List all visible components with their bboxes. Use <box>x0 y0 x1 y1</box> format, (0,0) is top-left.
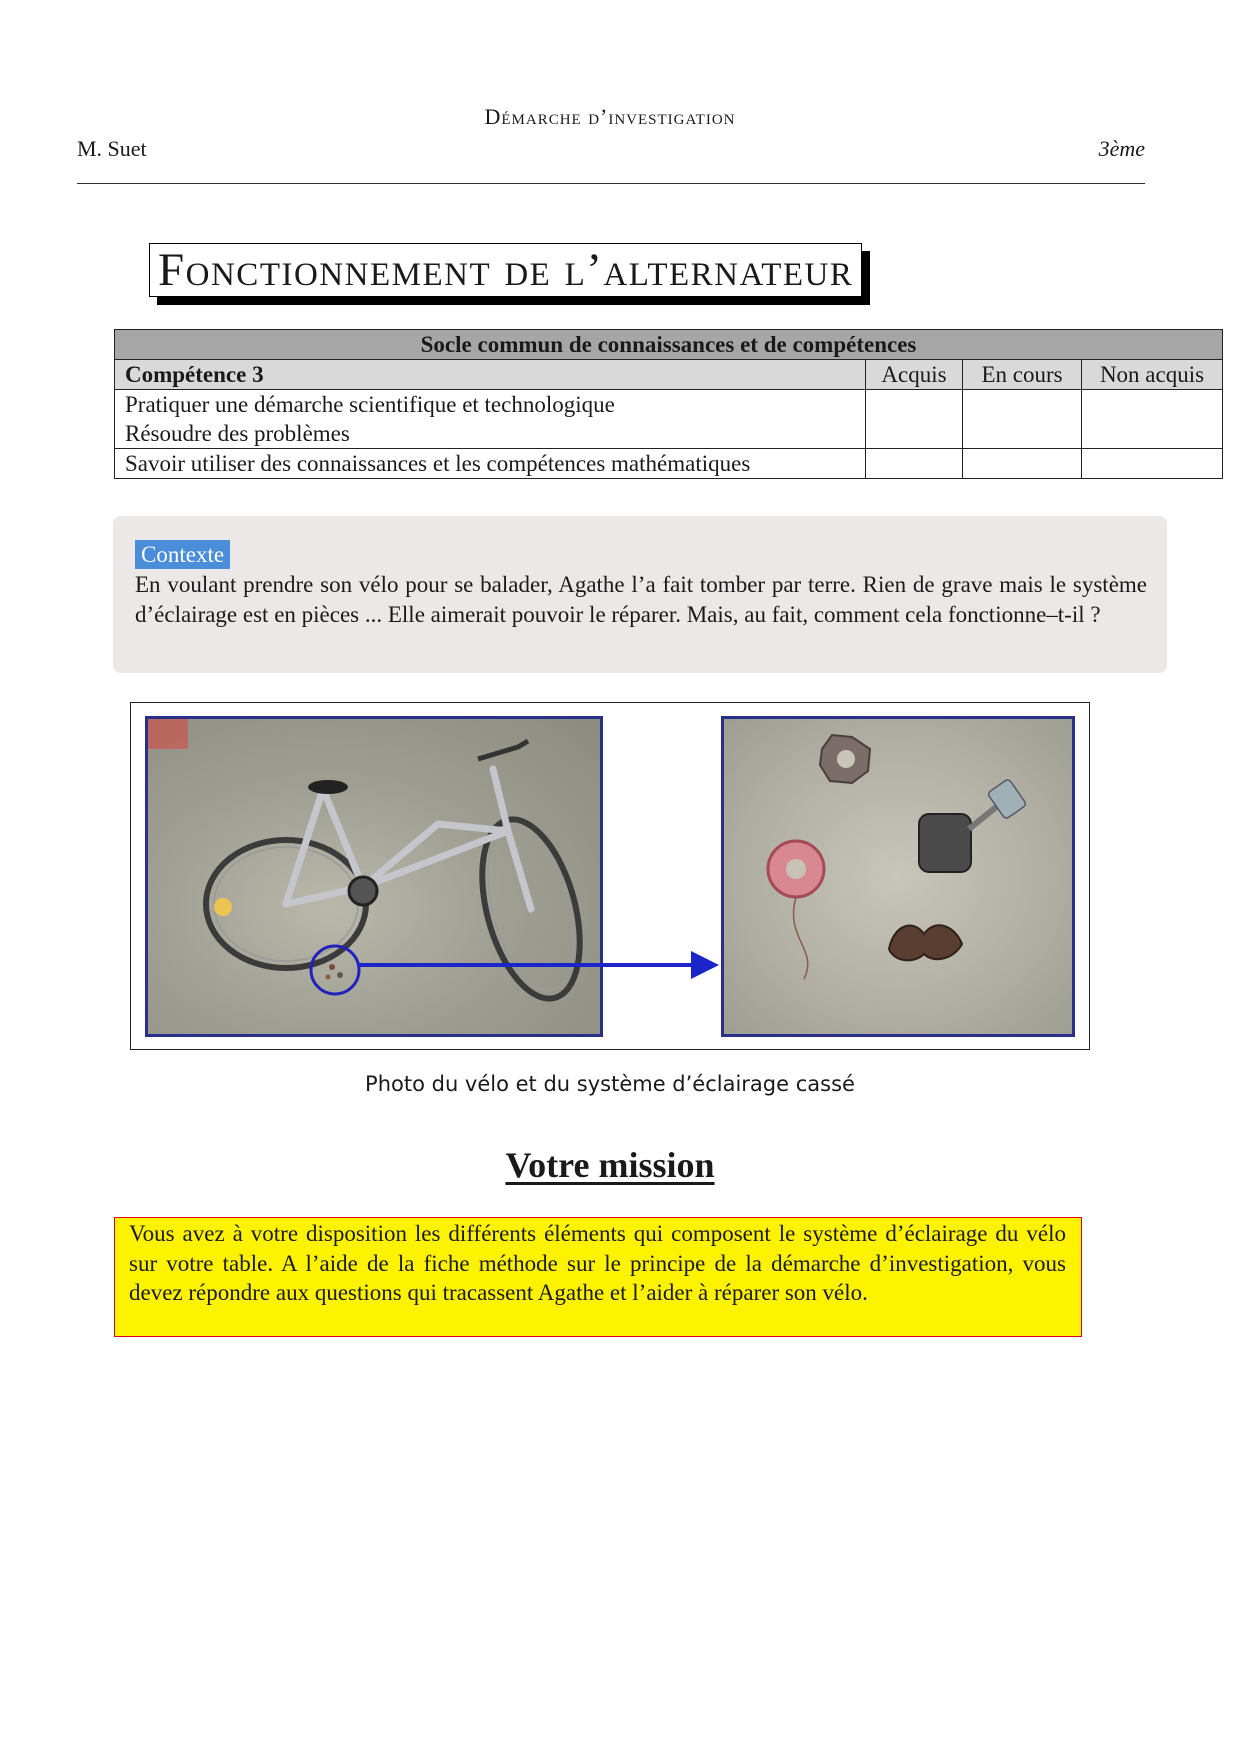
column-non-acquis: Non acquis <box>1082 360 1223 390</box>
checkbox-cell-acquis[interactable] <box>866 390 963 449</box>
checkbox-cell-en-cours[interactable] <box>963 449 1082 479</box>
skill-cell: Savoir utiliser des connaissances et les compétences mathématiques <box>115 449 866 479</box>
skill-cell <box>115 390 866 449</box>
checkbox-cell-acquis[interactable] <box>866 449 963 479</box>
figure-frame <box>130 702 1090 1050</box>
page-title-box <box>149 243 862 297</box>
checkbox-cell-en-cours[interactable] <box>963 390 1082 449</box>
mission-title: Votre mission <box>505 1145 715 1185</box>
column-en-cours: En cours <box>963 360 1082 390</box>
skills-table <box>114 329 1223 479</box>
checkbox-cell-non-acquis[interactable] <box>1082 449 1223 479</box>
skill-text: Pratiquer une démarche scientifique et technologique <box>125 392 615 417</box>
header-grade: 3ème <box>1098 136 1145 161</box>
mission-text: Vous avez à votre disposition les différents éléments qui composent le système d’éclairage du vélo sur votre table. A l’aide de la fiche méthode sur le principe de la démarche d’investigation, vous devez répondre aux questions qui tracassent Agathe et l’aider à réparer son vélo. <box>129 1221 1066 1305</box>
header-divider <box>77 183 1145 184</box>
figure-caption: Photo du vélo et du système d’éclairage cassé <box>365 1072 855 1096</box>
column-acquis: Acquis <box>866 360 963 390</box>
pointer-arrow <box>131 703 1089 1049</box>
header-course-type: Démarche d’investigation <box>484 104 736 129</box>
skill-text: Résoudre des problèmes <box>125 421 350 446</box>
header-author: M. Suet <box>77 136 147 161</box>
table-row <box>115 449 1223 479</box>
checkbox-cell-non-acquis[interactable] <box>1082 390 1223 449</box>
skills-table-heading: Socle commun de connaissances et de compétences <box>115 330 1223 360</box>
table-row <box>115 390 1223 449</box>
page-title: Fonctionnement de l’alternateur <box>149 243 862 297</box>
competence-label: Compétence 3 <box>115 360 866 390</box>
context-tag: Contexte <box>135 540 230 569</box>
context-text: En voulant prendre son vélo pour se balader, Agathe l’a fait tomber par terre. Rien de grave mais le système d’éclairage est en pièces ... Elle aimerait pouvoir le réparer. Mais, au fait, comment cela fonctionne–t-il ? <box>135 572 1147 627</box>
